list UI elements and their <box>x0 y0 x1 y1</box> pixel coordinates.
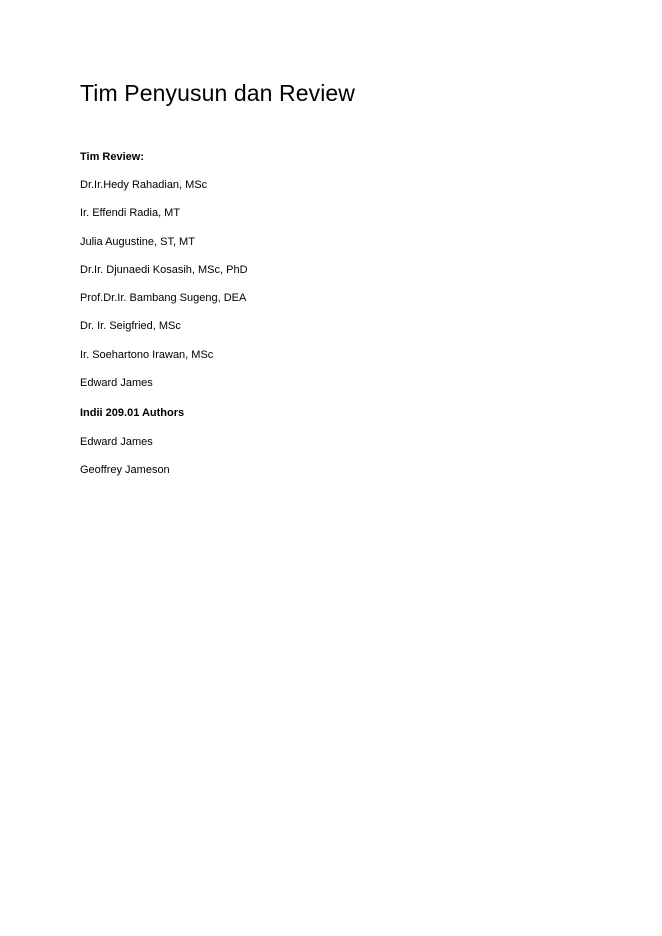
review-member: Ir. Soehartono Irawan, MSc <box>80 349 214 361</box>
page-title: Tim Penyusun dan Review <box>80 80 356 106</box>
review-team-heading: Tim Review: <box>80 151 144 163</box>
author-member: Geoffrey Jameson <box>80 464 170 476</box>
review-member: Edward James <box>80 377 153 389</box>
review-member: Dr.Ir. Djunaedi Kosasih, MSc, PhD <box>80 264 248 276</box>
authors-heading: Indii 209.01 Authors <box>80 407 185 419</box>
review-member: Prof.Dr.Ir. Bambang Sugeng, DEA <box>80 292 247 304</box>
author-member: Edward James <box>80 436 153 448</box>
review-member: Julia Augustine, ST, MT <box>80 236 195 248</box>
review-member: Ir. Effendi Radia, MT <box>80 207 181 219</box>
review-member: Dr.Ir.Hedy Rahadian, MSc <box>80 179 208 191</box>
review-member: Dr. Ir. Seigfried, MSc <box>80 320 181 332</box>
